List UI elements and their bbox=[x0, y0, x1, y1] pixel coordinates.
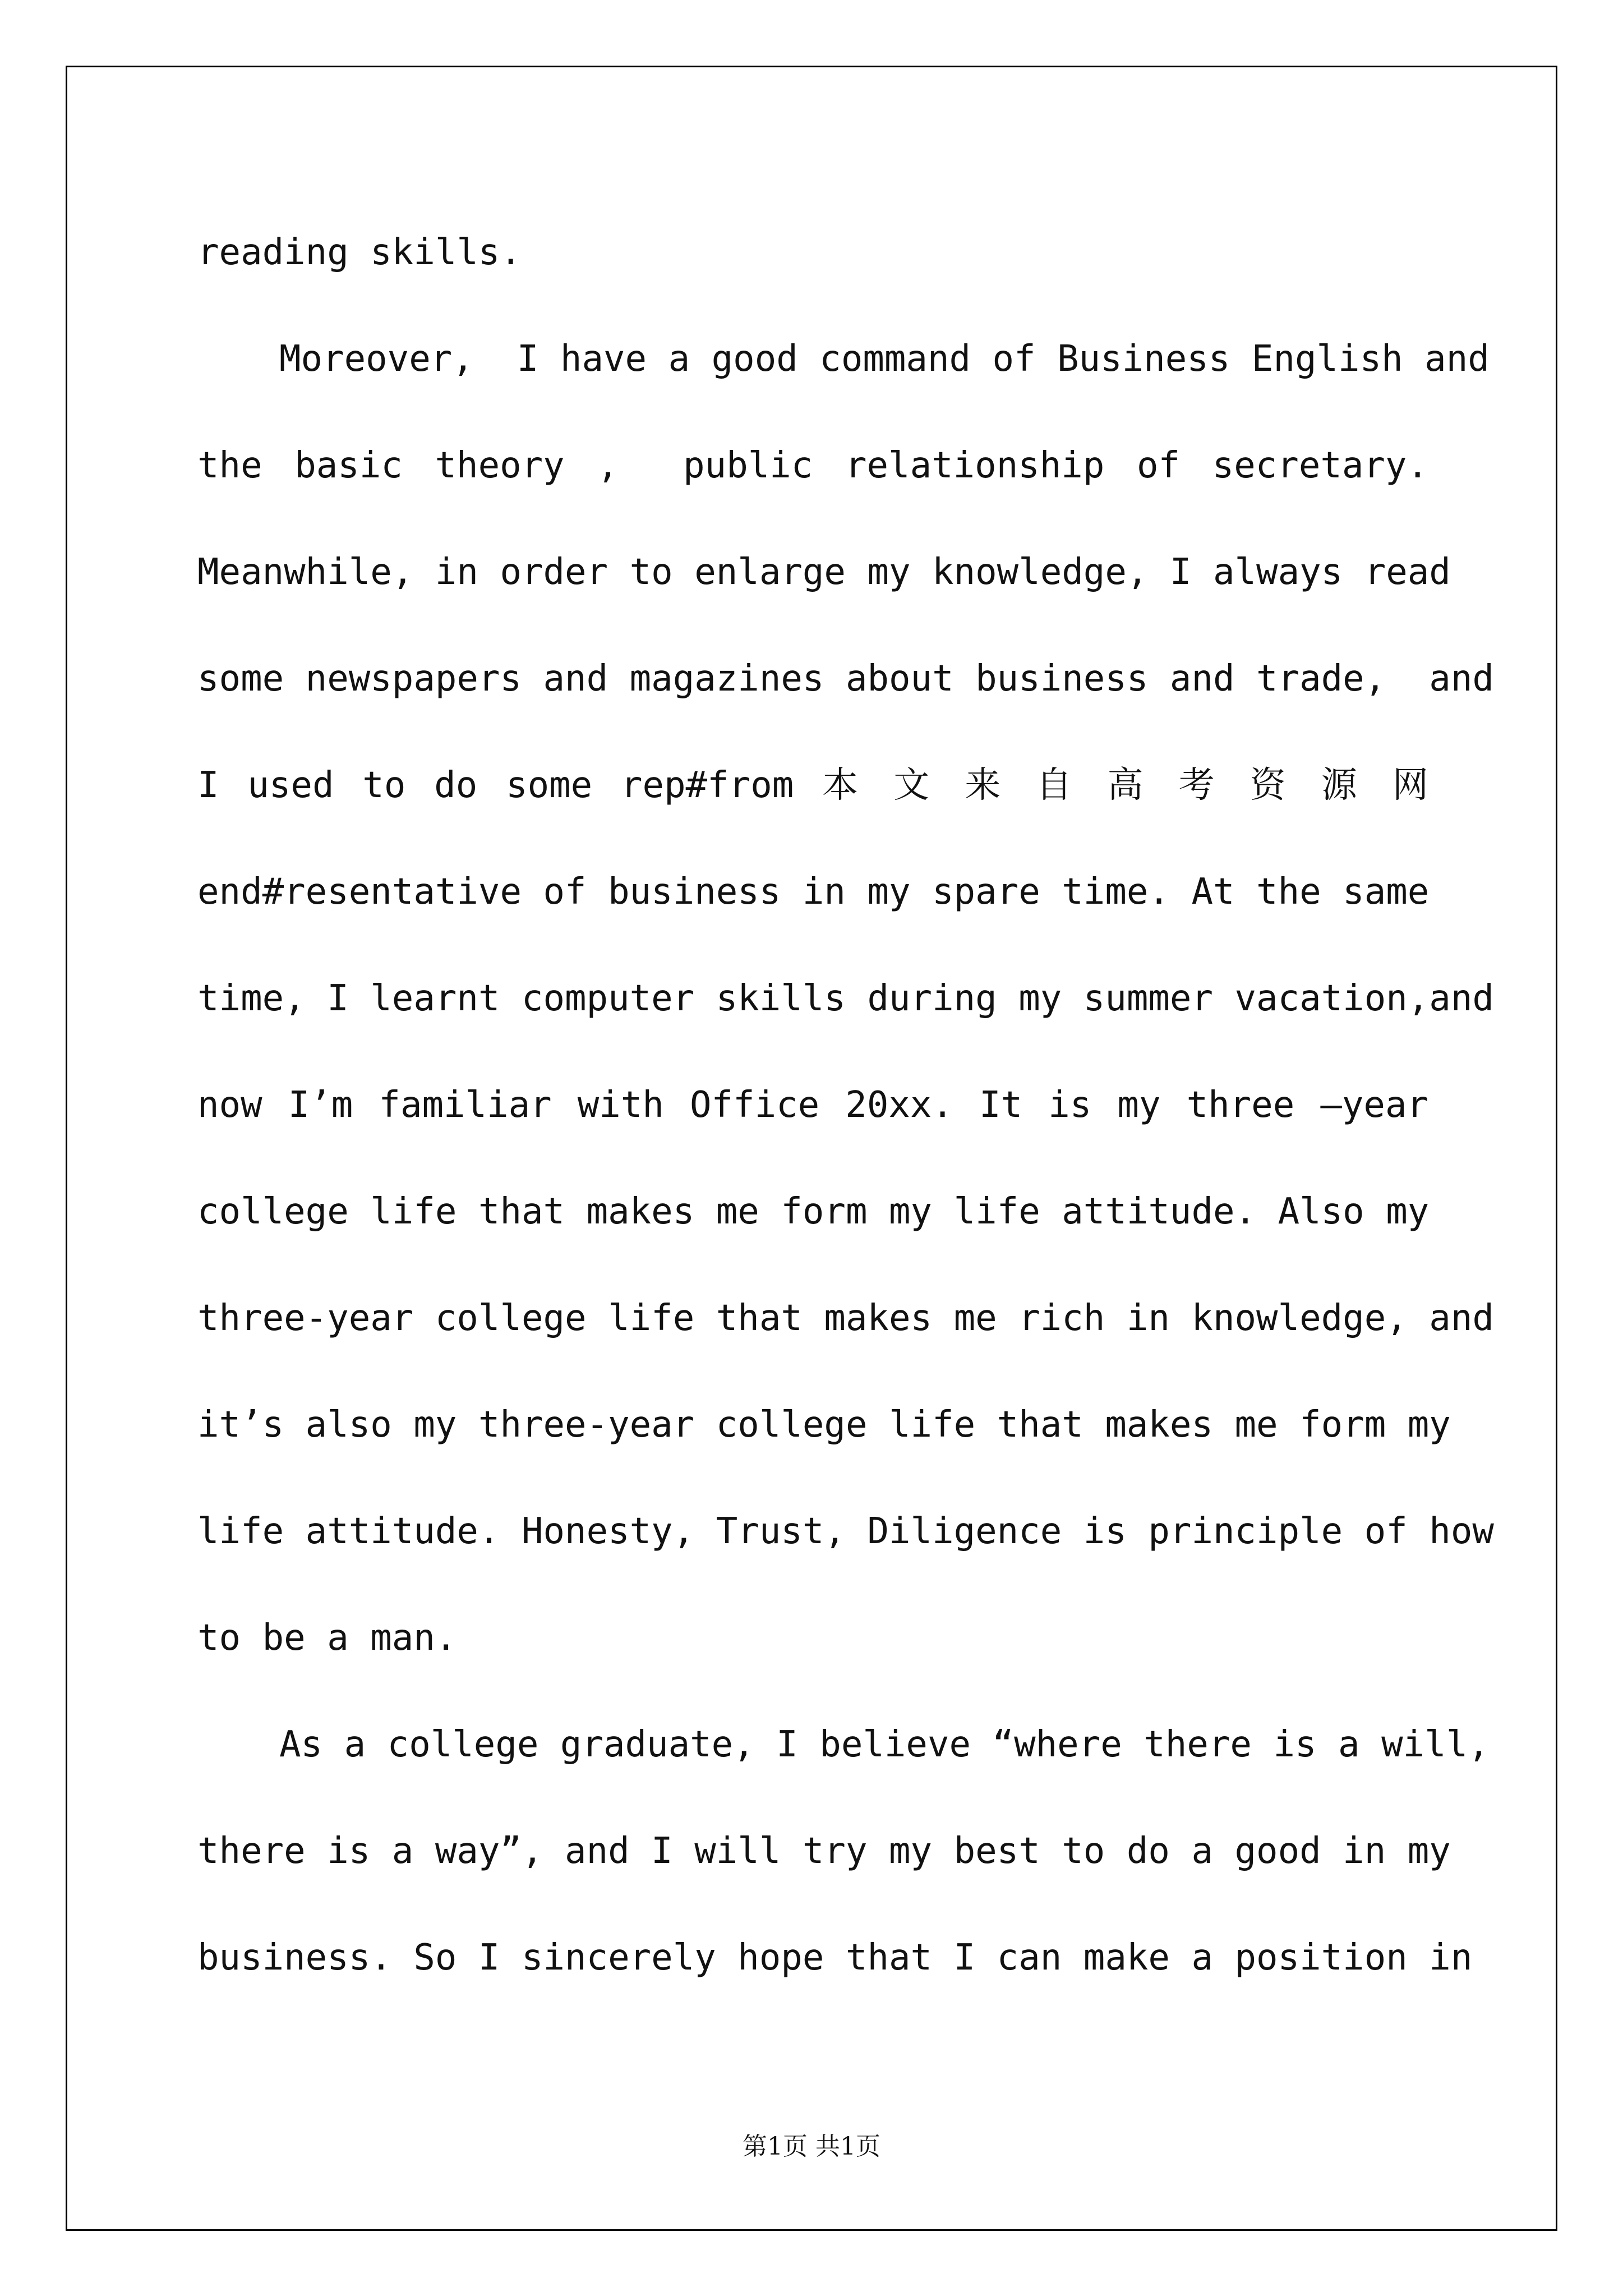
text-line: Meanwhile, in order to enlarge my knowledge, I always read bbox=[197, 551, 1451, 593]
text-line: college life that makes me form my life attitude. Also my bbox=[197, 1191, 1430, 1232]
text-line: business. So I sincerely hope that I can make a position in bbox=[197, 1937, 1473, 1978]
page-number-footer: 第1页 共1页 bbox=[743, 2132, 880, 2161]
text-line: there is a way”, and I will try my best to do a good in my bbox=[197, 1830, 1451, 1872]
text-line: As a college graduate, I believe “where there is a will, bbox=[279, 1724, 1490, 1765]
text-line: to be a man. bbox=[197, 1617, 457, 1659]
text-line: three-year college life that makes me rich in knowledge, and bbox=[197, 1297, 1494, 1339]
text-line: end#resentative of business in my spare time. At the same bbox=[197, 871, 1430, 913]
text-line: it’s also my three-year college life that makes me form my bbox=[197, 1404, 1451, 1446]
text-line: time, I learnt computer skills during my summer vacation,and bbox=[197, 978, 1494, 1019]
text-line: Moreover, I have a good command of Business English and bbox=[279, 338, 1490, 380]
text-line: reading skills. bbox=[197, 232, 522, 273]
text-line: now I’m familiar with Office 20xx. It is my three –year bbox=[197, 1084, 1428, 1126]
page-border bbox=[66, 66, 1557, 2231]
text-line: the basic theory , public relationship of secretary. bbox=[197, 445, 1428, 486]
text-line: I used to do some rep#from 本 文 来 自 高 考 资 源 网 bbox=[197, 765, 1428, 806]
text-line: some newspapers and magazines about business and trade, and bbox=[197, 658, 1494, 700]
text-line: life attitude. Honesty, Trust, Diligence is principle of how bbox=[197, 1511, 1494, 1552]
